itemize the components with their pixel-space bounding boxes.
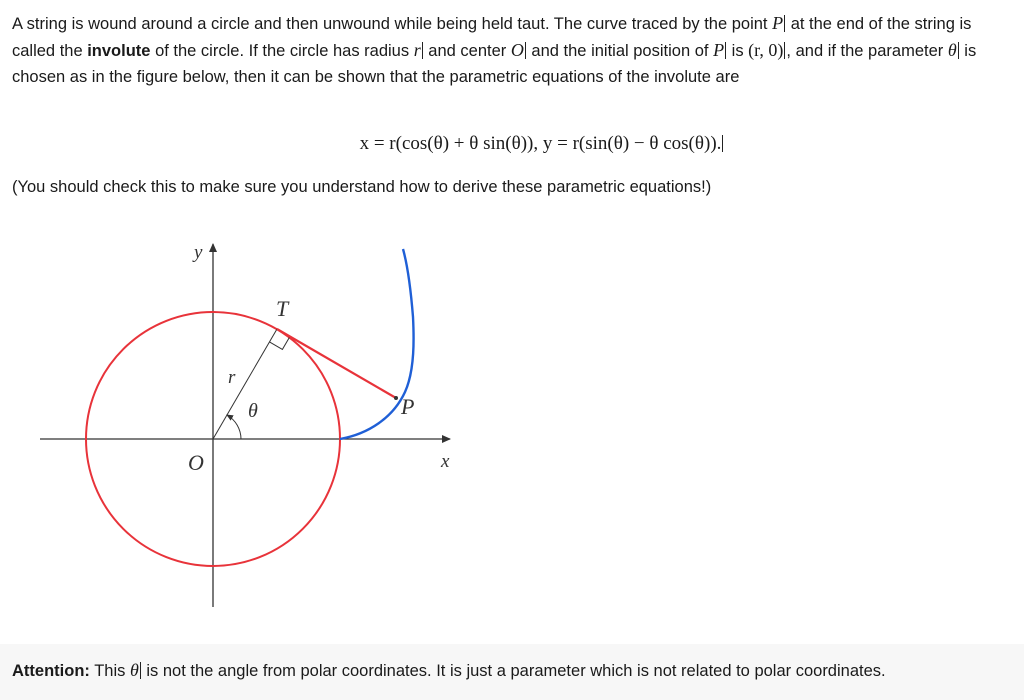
check-note: (You should check this to make sure you understand how to derive these parametric equations!) [12, 178, 712, 196]
attention-box [0, 644, 1024, 700]
text-cursor [784, 15, 785, 32]
label-O: O [188, 450, 204, 475]
label-T: T [276, 296, 289, 321]
attention-label: Attention: [12, 662, 90, 680]
right-angle-marker [270, 337, 290, 350]
involute-diagram [13, 222, 481, 638]
var-theta: θ [129, 660, 139, 680]
label-theta: θ [248, 400, 258, 422]
text-cursor [140, 662, 141, 679]
parametric-equations: x = r(cos(θ) + θ sin(θ)), y = r(sin(θ) − θ cos(θ)). [359, 133, 722, 154]
label-x: x [441, 451, 450, 472]
radius-line [213, 329, 277, 439]
point-P [394, 396, 398, 400]
attention-text: Attention: This θ is not the angle from polar coordinates. It is just a parameter which is not related to polar coordinates. [12, 660, 886, 680]
term-involute: involute [87, 42, 151, 60]
text-cursor [722, 135, 723, 152]
tangent-string [277, 329, 396, 398]
var-O: O [510, 40, 524, 60]
var-P: P [713, 40, 725, 60]
var-P: P [772, 13, 784, 33]
label-P: P [401, 394, 415, 419]
var-r: r [413, 40, 421, 60]
involute-figure [13, 222, 481, 638]
theta-arc [227, 415, 241, 439]
label-r: r [228, 367, 236, 388]
initial-position: (r, 0) [748, 40, 784, 60]
label-y: y [194, 242, 203, 263]
var-theta: θ [947, 40, 957, 60]
intro-paragraph: A string is wound around a circle and then unwound while being held taut. The curve traced by the point P at the end of the string is called the involute of the circle. If the circle has radius r and center O and the initial position of P is (r, 0) , and if the parameter θ is chosen as in the figure below, then it can be shown that the parametric equations of the involute are [12, 13, 977, 86]
